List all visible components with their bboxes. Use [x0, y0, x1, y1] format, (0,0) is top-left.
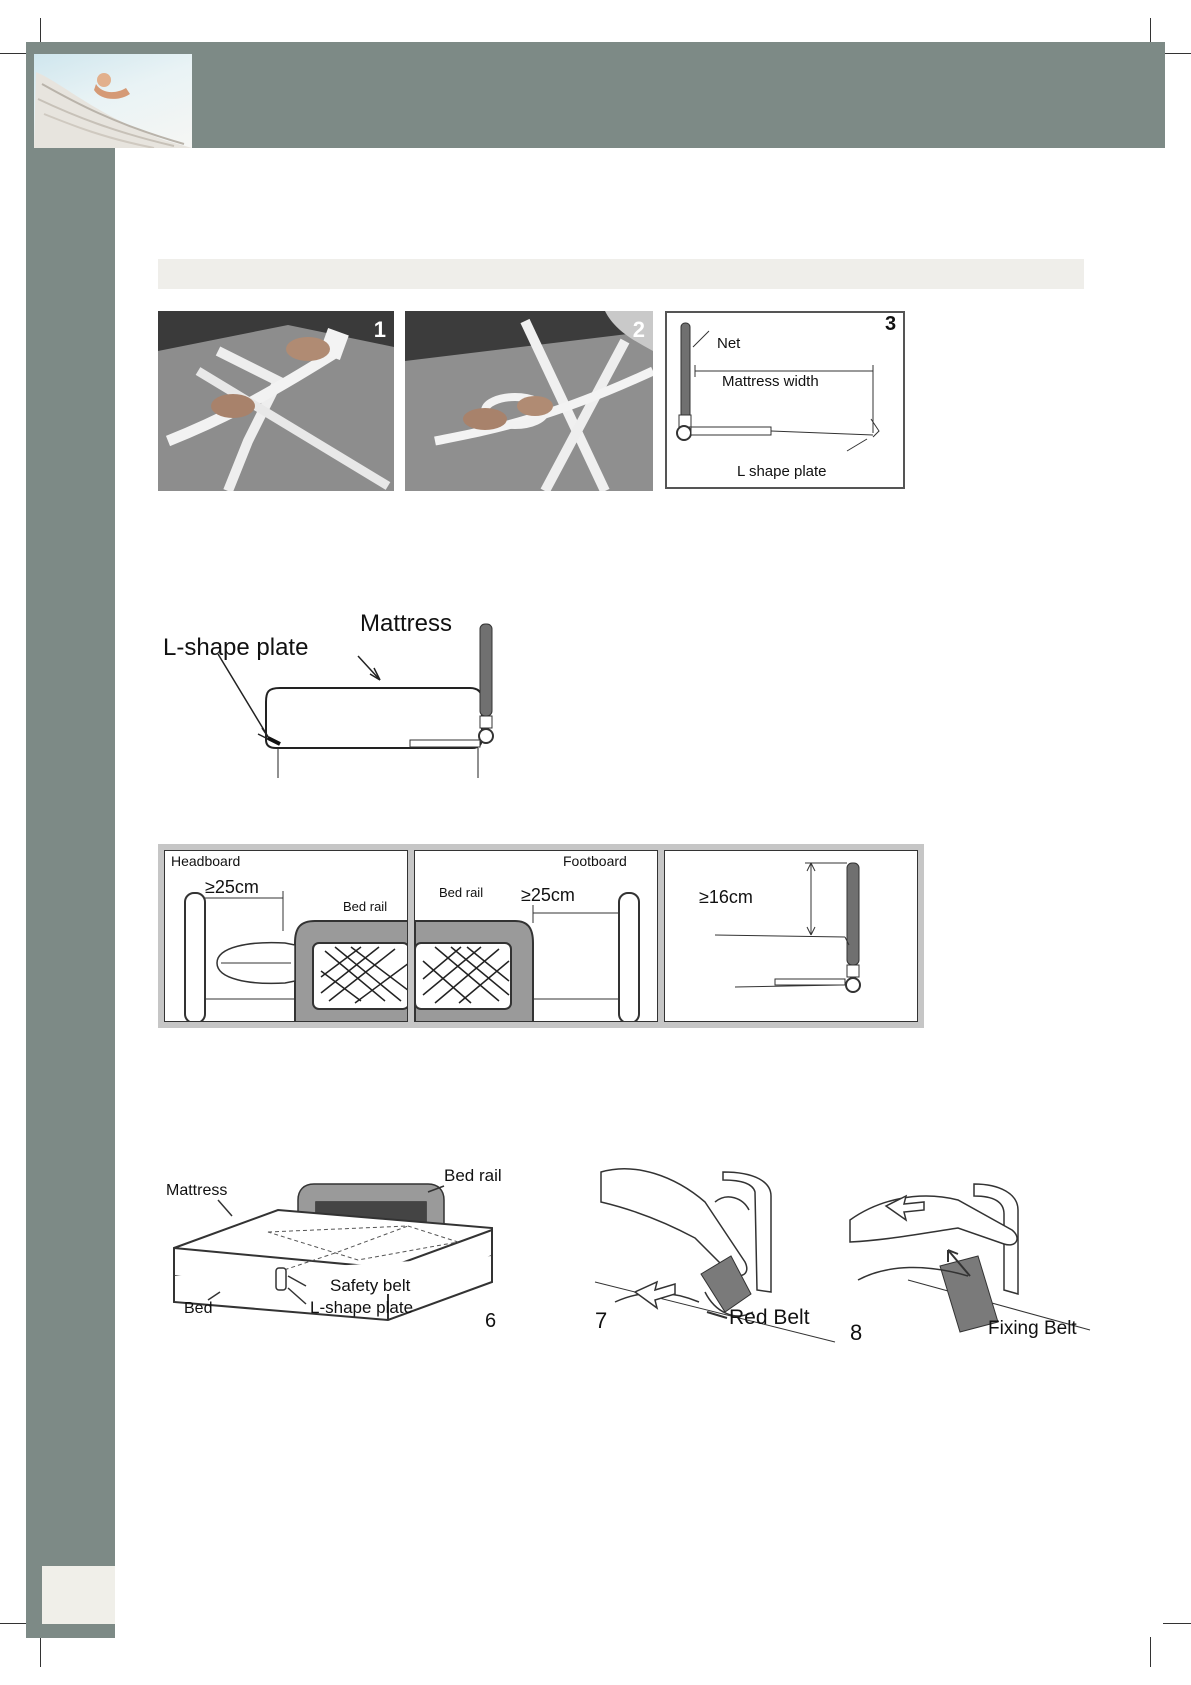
- bed-label: Bed: [184, 1300, 213, 1317]
- step-number-7: 7: [595, 1308, 608, 1333]
- diagram-step-3: [665, 311, 905, 489]
- diagram-clearance-panels: [158, 844, 924, 1028]
- crop-mark: [0, 53, 28, 54]
- crop-mark: [40, 1637, 41, 1667]
- mattress-width-label: Mattress width: [722, 373, 819, 390]
- bed-rail-left-label: Bed rail: [343, 899, 388, 914]
- header-illustration: [34, 54, 192, 148]
- diagram-step-3-drawing: [667, 313, 903, 487]
- page-number-box: [42, 1566, 115, 1624]
- section-heading-strip: [158, 259, 1084, 289]
- bed-rail-label: Bed rail: [444, 1166, 502, 1185]
- panel-footboard: [414, 850, 658, 1022]
- crop-mark: [0, 1623, 28, 1624]
- photo-step-1-image: [158, 311, 394, 491]
- diagram-step-7: [595, 1162, 835, 1342]
- diagram-step-6: [158, 1152, 518, 1342]
- red-belt-label: Red Belt: [729, 1306, 810, 1329]
- step-number-6: 6: [485, 1310, 497, 1332]
- diagram-step-8: [848, 1180, 1090, 1350]
- photo-step-2-image: [405, 311, 653, 491]
- photo-step-2: [405, 311, 653, 491]
- safety-belt-label: Safety belt: [330, 1276, 411, 1295]
- step-number-2: 2: [632, 317, 645, 342]
- height-label: ≥16cm: [699, 887, 753, 907]
- l-shape-plate-label: L shape plate: [737, 463, 827, 480]
- photo-step-1: [158, 311, 394, 491]
- angel-wing-illustration: [34, 54, 192, 148]
- mattress-label: Mattress: [360, 610, 453, 637]
- gap-right-label: ≥25cm: [521, 885, 575, 905]
- step-number-1: 1: [373, 317, 386, 342]
- gap-left-label: ≥25cm: [205, 877, 259, 897]
- crop-mark: [40, 18, 41, 44]
- fixing-belt-label: Fixing Belt: [988, 1318, 1077, 1339]
- crop-mark: [1163, 53, 1191, 54]
- step-number-3: 3: [885, 313, 897, 335]
- step-number-8: 8: [850, 1320, 863, 1345]
- l-shape-plate-label: L-shape plate: [310, 1298, 414, 1317]
- side-bar: [26, 148, 115, 1638]
- crop-mark: [1150, 18, 1151, 44]
- l-shape-plate-label: L-shape plate: [163, 634, 309, 661]
- net-label: Net: [717, 335, 741, 352]
- headboard-label: Headboard: [171, 853, 241, 869]
- crop-mark: [1150, 1637, 1151, 1667]
- panel-headboard-drawing: [165, 851, 408, 1022]
- panel-height-drawing: [665, 851, 918, 1022]
- crop-mark: [1163, 1623, 1191, 1624]
- footboard-label: Footboard: [563, 853, 627, 869]
- panel-footboard-drawing: [415, 851, 658, 1022]
- diagram-mattress-l-plate: [158, 610, 508, 780]
- bed-rail-right-label: Bed rail: [439, 885, 484, 900]
- panel-height: [664, 850, 918, 1022]
- mattress-label: Mattress: [166, 1182, 228, 1199]
- panel-headboard: [164, 850, 408, 1022]
- header-bar: [26, 42, 1165, 148]
